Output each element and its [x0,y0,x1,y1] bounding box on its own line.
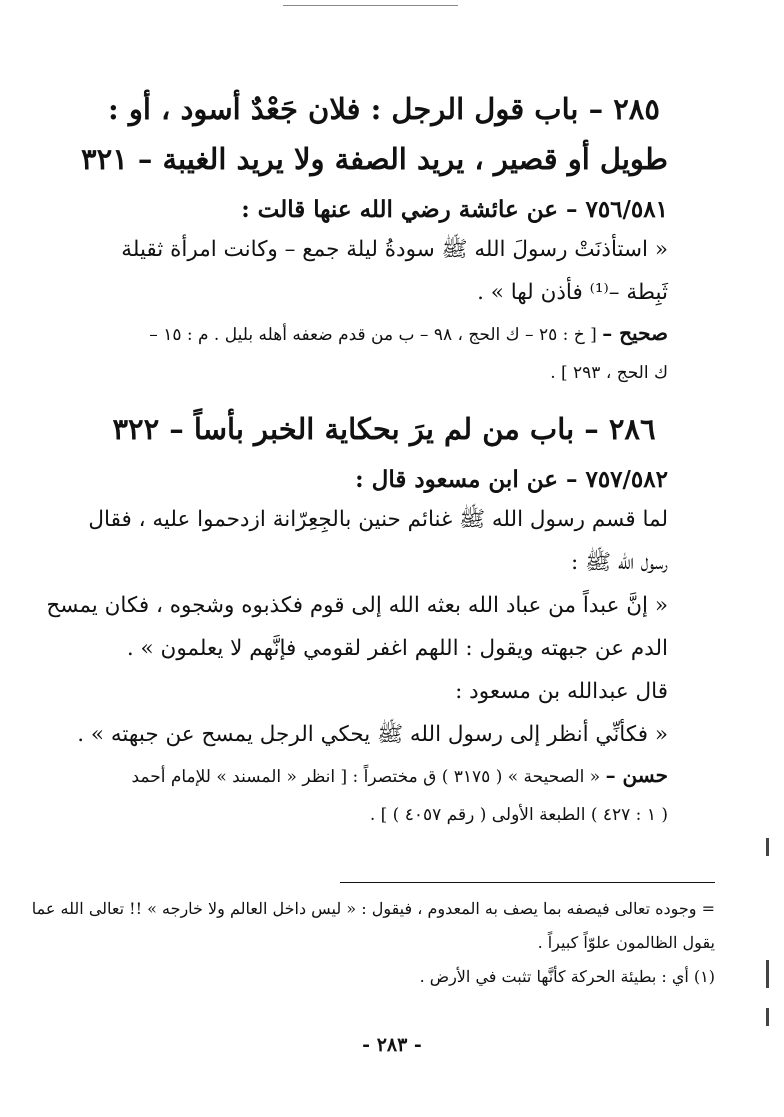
hadith-581-grade: صحيح – [602,321,668,345]
footnote-continuation-line1: = وجوده تعالى فيصفه بما يصف به المعدوم ، فيقول : « ليس داخل العالم ولا خارجه » !! تعالى الله عما [31,899,715,918]
hadith-582-number: ٧٥٧/٥٨٢ – عن ابن مسعود قال : [355,466,668,493]
hadith-582-reference-line2: ( ١ : ٤٢٧ ) الطبعة الأولى ( رقم ٤٠٥٧ ) ] . [369,805,668,825]
hadith-581-text-line2: ثَبِطة –⁽¹⁾ فأذن لها » . [477,280,668,305]
footnote-divider [340,882,715,883]
chapter-285-title-line1: ٢٨٥ – باب قول الرجل : فلان جَعْدٌ أسود ، أو : [108,92,660,126]
hadith-581-reference-line1 [100,314,668,354]
hadith-581-ref-text: [ خ : ٢٥ – ك الحج ، ٩٨ – ب من قدم ضعفه أهله بليل . م : ١٥ – [149,325,597,345]
chapter-286-title: ٢٨٦ – باب من لم يرَ بحكاية الخبر بأساً – ٣٢٢ [112,412,656,446]
hadith-581-reference-line2: ك الحج ، ٢٩٣ ] . [550,363,668,383]
hadith-582-text-line1: لما قسم رسول الله ﷺ غنائم حنين بالجِعِرّانة ازدحموا عليه ، فقال [88,507,668,532]
hadith-581-number: ٧٥٦/٥٨١ – عن عائشة رضي الله عنها قالت : [241,196,668,223]
top-rule [283,5,458,6]
hadith-582-ref-text: « الصحيحة » ( ٣١٧٥ ) ق مختصراً : [ انظر « المسند » للإمام أحمد [131,767,601,787]
hadith-582-reference-line1 [100,756,668,796]
hadith-582-text-line3: « إنَّ عبداً من عباد الله بعثه الله إلى قوم فكذبوه وشجوه ، فكان يمسح [46,593,668,618]
edge-mark [766,838,769,856]
footnotes [31,892,715,994]
page-body [46,84,668,834]
hadith-582-text-line6: « فكأنِّي أنظر إلى رسول الله ﷺ يحكي الرجل يمسح عن جبهته » . [77,722,668,747]
hadith-582-text-line4: الدم عن جبهته ويقول : اللهم اغفر لقومي فإنَّهم لا يعلمون » . [126,636,668,661]
page-number: - ٢٨٣ - [362,1034,422,1056]
footnote-1: (١) أي : بطيئة الحركة كأنَّها تثبت في الأرض . [419,967,715,986]
edge-mark [766,1008,769,1026]
chapter-285-title-line2: طويل أو قصير ، يريد الصفة ولا يريد الغيبة – ٣٢١ [81,142,668,176]
footnote-continuation-line2: يقول الظالمون علوّاً كبيراً . [537,933,715,952]
hadith-581-text-line1: « استأذنَتْ رسولَ الله ﷺ سودةُ ليلة جمع – وكانت امرأة ثقيلة [121,237,668,262]
hadith-582-text-line2: رسول الله ﷺ : [571,550,668,575]
hadith-582-text-line5: قال عبدالله بن مسعود : [455,679,668,704]
hadith-582-grade: حسن – [605,763,668,787]
edge-mark [766,960,769,988]
